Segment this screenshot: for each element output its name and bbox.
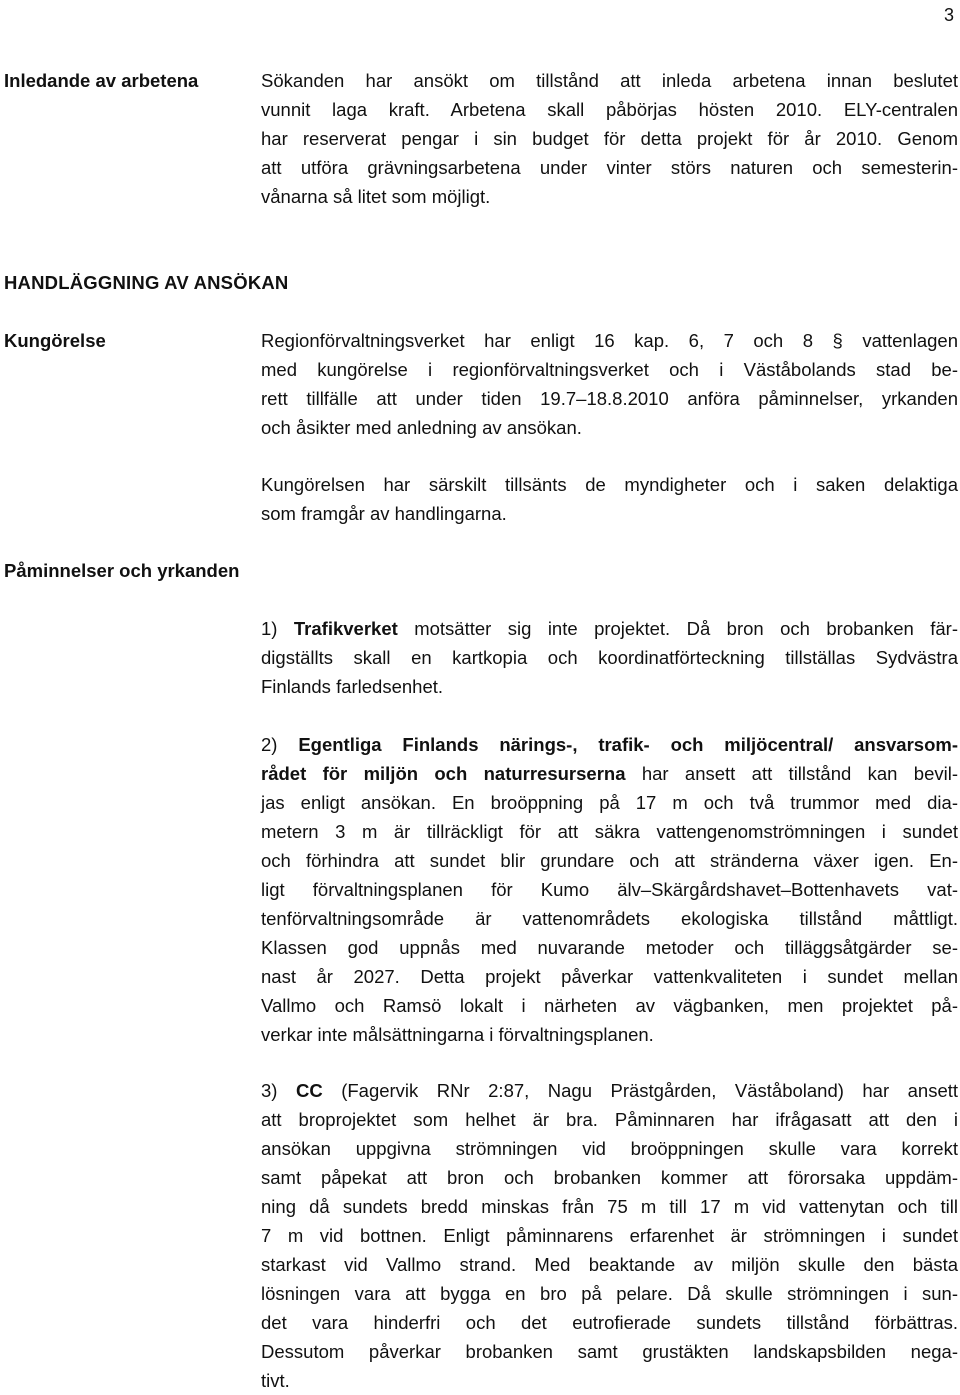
text-fragment: (Fagervik RNr 2:87, Nagu Prästgården, Väståboland) har ansett — [341, 1080, 959, 1101]
statement-1 — [261, 614, 958, 701]
text-line: Kungörelsen har särskilt tillsänts de myndigheter och i saken delaktiga — [261, 474, 958, 495]
text-line: Vallmo och Ramsö lokalt i närheten av vägbanken, men projektet på- — [261, 995, 958, 1016]
section-heading-handlaggning: HANDLÄGGNING AV ANSÖKAN — [4, 272, 289, 293]
text-line: vånarna så litet som möjligt. — [261, 186, 491, 207]
party-name: Egentliga Finlands närings-, trafik- och miljöcentral/ ansvarsom- — [298, 734, 958, 755]
text-line: Dessutom påverkar brobanken samt grustäkten landskapsbilden nega- — [261, 1341, 958, 1362]
text-line: ligt förvaltningsplanen för Kumo älv–Skärgårdshavet–Bottenhavets vat- — [261, 879, 958, 900]
statement-1-first-line — [261, 614, 958, 643]
text-line: Klassen god uppnås med nuvarande metoder och tilläggsåtgärder se- — [261, 937, 958, 958]
text-line: digställts skall en kartkopia och koordinatförteckning tillställas Sydvästra — [261, 647, 958, 668]
item-number: 3) — [261, 1080, 278, 1101]
kungorelse-paragraph-2 — [261, 470, 958, 528]
party-name: Trafikverket — [293, 618, 398, 639]
page-number: 3 — [943, 5, 954, 25]
text-line: tenförvaltningsområde är vattenområdets ekologiska tillstånd måttligt. — [261, 908, 958, 929]
text-line: Sökanden har ansökt om tillstånd att inleda arbetena innan beslutet — [261, 70, 958, 91]
statement-2-second-line — [261, 759, 958, 788]
text-line: 7 m vid bottnen. Enligt påminnarens erfarenhet är strömningen i sundet — [261, 1225, 958, 1246]
section-label-paminnelser: Påminnelser och yrkanden — [4, 560, 240, 581]
text-line: att utföra grävningsarbetena under vinter störs naturen och semesterin- — [261, 157, 958, 178]
party-name: CC — [295, 1080, 323, 1101]
statement-3-first-line — [261, 1076, 958, 1105]
party-name-continued: rådet för miljön och naturresurserna — [261, 763, 626, 784]
text-line: rett tillfälle att under tiden 19.7–18.8.2010 anföra påminnelser, yrkanden — [261, 388, 958, 409]
text-line: tivt. — [261, 1370, 290, 1391]
item-number: 2) — [261, 734, 278, 755]
text-line: vunnit laga kraft. Arbetena skall påbörjas hösten 2010. ELY-centralen — [261, 99, 958, 120]
section-label-kungorelse: Kungörelse — [4, 330, 106, 351]
text-line: nast år 2027. Detta projekt påverkar vattenkvaliteten i sundet mellan — [261, 966, 958, 987]
text-fragment: motsätter sig inte projektet. Då bron och brobanken fär- — [414, 618, 959, 639]
text-line: med kungörelse i regionförvaltningsverket och i Väståbolands stad be- — [261, 359, 958, 380]
statement-3 — [261, 1076, 958, 1395]
text-line: metern 3 m är tillräckligt för att säkra vattengenomströmningen i sundet — [261, 821, 958, 842]
item-number: 1) — [261, 618, 278, 639]
text-line: Finlands farledsenhet. — [261, 676, 444, 697]
section-label-inledande: Inledande av arbetena — [4, 70, 199, 91]
text-line: Regionförvaltningsverket har enligt 16 kap. 6, 7 och 8 § vattenlagen — [261, 330, 958, 351]
text-fragment: har ansett att tillstånd kan bevil- — [641, 763, 958, 784]
text-line: starkast vid Vallmo strand. Med beaktande av miljön skulle den bästa — [261, 1254, 958, 1275]
text-line: som framgår av handlingarna. — [261, 503, 507, 524]
text-line: lösningen vara att bygga en bro på pelare. Då skulle strömningen i sun- — [261, 1283, 958, 1304]
text-line: samt påpekat att bron och brobanken kommer att förorsaka uppdäm- — [261, 1167, 958, 1188]
kungorelse-paragraph-1 — [261, 326, 958, 442]
text-line: har reserverat pengar i sin budget för detta projekt för år 2010. Genom — [261, 128, 958, 149]
text-line: att broprojektet som helhet är bra. Påminnaren har ifrågasatt att den i — [261, 1109, 958, 1130]
text-line: ning då sundets bredd minskas från 75 m till 17 m vid vattenytan och till — [261, 1196, 958, 1217]
text-line: jas enligt ansökan. En broöppning på 17 m och två trummor med dia- — [261, 792, 958, 813]
text-line: och förhindra att sundet blir grundare och att stränderna växer igen. En- — [261, 850, 958, 871]
text-line: det vara hinderfri och det eutrofierade sundets tillstånd förbättras. — [261, 1312, 958, 1333]
text-line: verkar inte målsättningarna i förvaltningsplanen. — [261, 1024, 654, 1045]
statement-2 — [261, 730, 958, 1049]
statement-2-first-line — [261, 730, 958, 759]
text-line: ansökan uppgivna strömningen vid broöppningen skulle vara korrekt — [261, 1138, 958, 1159]
text-line: och åsikter med anledning av ansökan. — [261, 417, 582, 438]
inledande-paragraph — [261, 66, 958, 211]
